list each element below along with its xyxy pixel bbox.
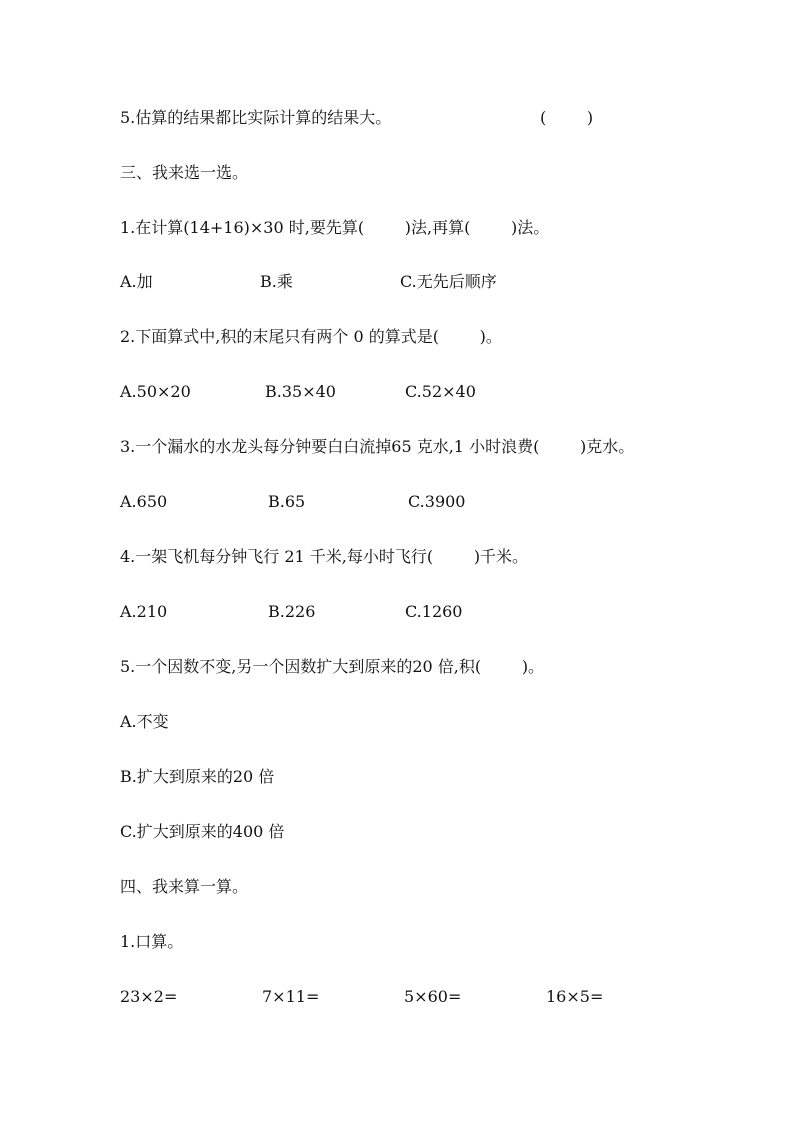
question-5: 5.一个因数不变,另一个因数扩大到原来的20 倍,积( )。 (120, 657, 545, 676)
q1-option-b[interactable]: B.乘 (260, 272, 293, 291)
answer-parentheses[interactable]: ( ) (540, 108, 594, 127)
question-2: 2.下面算式中,积的末尾只有两个 0 的算式是( )。 (120, 327, 502, 346)
q2-option-c[interactable]: C.52×40 (405, 382, 476, 401)
section-heading-choice: 三、我来选一选。 (120, 163, 249, 182)
q3-option-c[interactable]: C.3900 (408, 492, 466, 511)
q4-option-a[interactable]: A.210 (120, 602, 168, 621)
q1-option-a[interactable]: A.加 (120, 272, 153, 291)
question-4: 4.一架飞机每分钟飞行 21 千米,每小时飞行( )千米。 (120, 547, 529, 566)
q2-option-a[interactable]: A.50×20 (120, 382, 191, 401)
q5-option-c[interactable]: C.扩大到原来的400 倍 (120, 822, 285, 841)
q5-option-b[interactable]: B.扩大到原来的20 倍 (120, 767, 275, 786)
mental-math-problem: 23×2= (120, 987, 178, 1006)
section-heading-calculation: 四、我来算一算。 (120, 877, 249, 896)
question-1: 1.在计算(14+16)×30 时,要先算( )法,再算( )法。 (120, 218, 550, 237)
q2-option-b[interactable]: B.35×40 (265, 382, 336, 401)
question-3: 3.一个漏水的水龙头每分钟要白白流掉65 克水,1 小时浪费( )克水。 (120, 437, 635, 456)
mental-math-problem: 5×60= (404, 987, 462, 1006)
q1-option-c[interactable]: C.无先后顺序 (400, 272, 497, 291)
q4-option-c[interactable]: C.1260 (405, 602, 463, 621)
q3-option-b[interactable]: B.65 (268, 492, 306, 511)
q3-option-a[interactable]: A.650 (120, 492, 168, 511)
q5-option-a[interactable]: A.不变 (120, 712, 169, 731)
mental-math-problem: 7×11= (262, 987, 320, 1006)
mental-math-problem: 16×5= (546, 987, 604, 1006)
subsection-mental-math: 1.口算。 (120, 932, 184, 951)
q4-option-b[interactable]: B.226 (268, 602, 316, 621)
judgement-item-5: 5.估算的结果都比实际计算的结果大。 (120, 108, 392, 127)
